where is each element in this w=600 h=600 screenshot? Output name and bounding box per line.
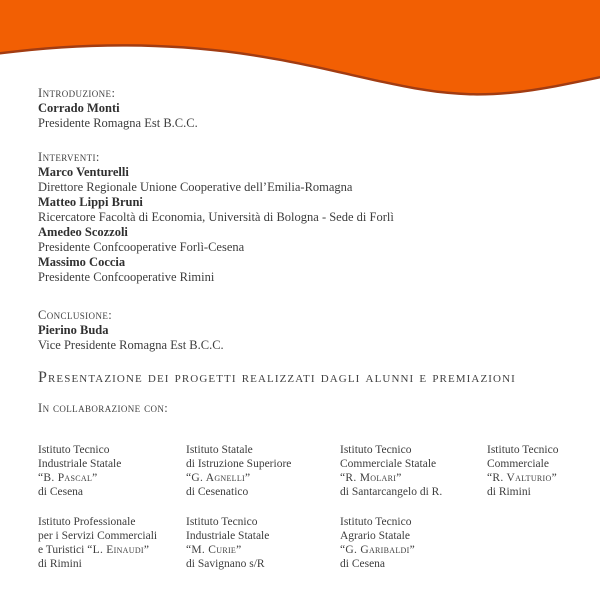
institution-name-prefix: e Turistici xyxy=(38,544,88,556)
institution-line: Industriale Statale xyxy=(186,530,270,542)
institution-name-line xyxy=(186,471,340,485)
institution-name-line xyxy=(340,471,487,485)
institution-line: Commerciale xyxy=(487,458,549,470)
section-heading: Conclusione: xyxy=(38,308,113,322)
speaker-role: Presidente Confcooperative Forlì-Cesena xyxy=(38,240,245,254)
institution-line: Istituto Tecnico xyxy=(340,444,412,456)
institution-name: “B. Pascal” xyxy=(38,472,98,484)
institution-name-line xyxy=(487,471,578,485)
institution-location: di Cesena xyxy=(340,558,386,570)
speaker-role: Presidente Romagna Est B.C.C. xyxy=(38,116,198,130)
institution-line: per i Servizi Commerciali xyxy=(38,530,158,542)
institution-name-line xyxy=(340,543,487,557)
section-heading: Introduzione: xyxy=(38,86,116,100)
institution-name: “L. Einaudi” xyxy=(87,544,150,556)
institution-line: Agrario Statale xyxy=(340,530,410,542)
speaker-name: Corrado Monti xyxy=(38,101,120,115)
institution-name-line xyxy=(38,471,186,485)
institutions-grid xyxy=(38,443,578,571)
institution-einaudi xyxy=(38,515,186,571)
institution-line: Industriale Statale xyxy=(38,458,122,470)
institution-name: “R. Molari” xyxy=(340,472,402,484)
institution-valturio xyxy=(487,443,578,499)
speaker-role: Vice Presidente Romagna Est B.C.C. xyxy=(38,338,224,352)
section-interventi xyxy=(38,150,578,285)
institution-location: di Savignano s/R xyxy=(186,558,265,570)
institution-agnelli xyxy=(186,443,340,499)
speaker-role: Direttore Regionale Unione Cooperative dell’Emilia-Romagna xyxy=(38,180,353,194)
institution-name-line xyxy=(186,543,340,557)
speaker-role: Ricercatore Facoltà di Economia, Università di Bologna - Sede di Forlì xyxy=(38,210,394,224)
institution-line: Commerciale Statale xyxy=(340,458,437,470)
institution-garibaldi xyxy=(340,515,487,571)
institution-name: “G. Garibaldi” xyxy=(340,544,415,556)
speaker-name: Massimo Coccia xyxy=(38,255,126,269)
speaker-name: Marco Venturelli xyxy=(38,165,129,179)
speaker-role: Presidente Confcooperative Rimini xyxy=(38,270,215,284)
institution-line: Istituto Tecnico xyxy=(186,516,258,528)
institution-name-line xyxy=(38,543,186,557)
institution-line: Istituto Statale xyxy=(186,444,253,456)
institution-name: “R. Valturio” xyxy=(487,472,557,484)
section-heading: Interventi: xyxy=(38,150,100,164)
institution-line: Istituto Tecnico xyxy=(487,444,559,456)
institution-molari xyxy=(340,443,487,499)
institution-line: Istituto Professionale xyxy=(38,516,136,528)
institution-name: “G. Agnelli” xyxy=(186,472,251,484)
section-introduzione xyxy=(38,86,578,131)
institution-location: di Rimini xyxy=(487,486,531,498)
speaker-name: Pierino Buda xyxy=(38,323,109,337)
institution-line: Istituto Tecnico xyxy=(340,516,412,528)
speaker-name: Amedeo Scozzoli xyxy=(38,225,128,239)
speaker-name: Matteo Lippi Bruni xyxy=(38,195,143,209)
collaboration-heading: In collaborazione con: xyxy=(38,401,169,415)
institution-pascal xyxy=(38,443,186,499)
institution-location: di Santarcangelo di R. xyxy=(340,486,443,498)
section-conclusione xyxy=(38,308,578,353)
institution-curie xyxy=(186,515,340,571)
institution-line: di Istruzione Superiore xyxy=(186,458,292,470)
institution-location: di Cesenatico xyxy=(186,486,249,498)
institution-location: di Cesena xyxy=(38,486,84,498)
institution-line: Istituto Tecnico xyxy=(38,444,110,456)
institution-location: di Rimini xyxy=(38,558,82,570)
presentation-title: Presentazione dei progetti realizzati dagli alunni e premiazioni xyxy=(38,369,516,386)
program-content xyxy=(38,86,578,571)
institution-name: “M. Curie” xyxy=(186,544,242,556)
